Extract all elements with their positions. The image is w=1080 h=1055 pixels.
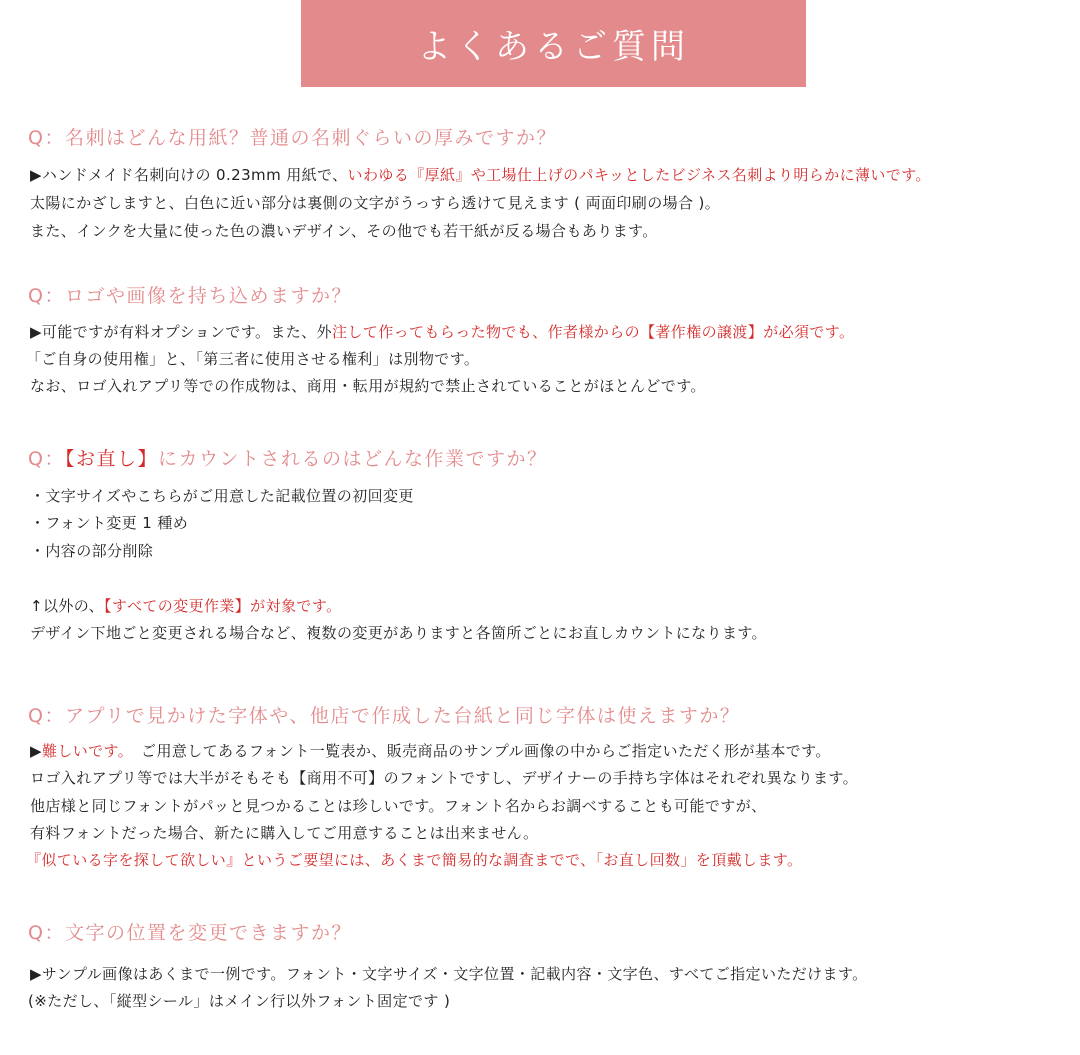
faq-answer-line: ・フォント変更 1 種め: [30, 514, 189, 532]
faq-answer-line: ▶ハンドメイド名刺向けの 0.23mm 用紙で、いわゆる『厚紙』や工場仕上げのパキッとしたビジネス名刺より明らかに薄いです。: [30, 166, 931, 184]
faq-answer-line: 「ご自身の使用権」と、「第三者に使用させる権利」は別物です。: [26, 350, 480, 368]
faq-answer-line: ロゴ入れアプリ等では大半がそもそも【商用不可】のフォントですし、デザイナーの手持ち字体はそれぞれ異なります。: [30, 769, 859, 787]
faq-answer-line: ▶サンプル画像はあくまで一例です。フォント・文字サイズ・文字位置・記載内容・文字色、すべてご指定いただけます。: [30, 965, 868, 983]
faq-question-position: Q：文字の位置を変更できますか？: [28, 922, 352, 944]
page-title: よくあるご質問: [417, 27, 690, 67]
page-title-banner: [301, 0, 806, 87]
faq-answer-line: なお、ロゴ入れアプリ等での作成物は、商用・転用が規約で禁止されていることがほとんどです。: [30, 377, 706, 395]
faq-answer-line: 太陽にかざしますと、白色に近い部分は裏側の文字がうっすら透けて見えます ( 両面印刷の場合 )。: [30, 194, 721, 212]
faq-question-logo: Q：ロゴや画像を持ち込めますか？: [28, 285, 352, 307]
faq-answer-line: ・内容の部分削除: [30, 542, 154, 560]
faq-answer-line: ▶難しいです。 ご用意してあるフォント一覧表か、販売商品のサンプル画像の中からご指定いただく形が基本です。: [30, 742, 831, 760]
faq-question-font: Q：アプリで見かけた字体や、他店で作成した台紙と同じ字体は使えますか？: [28, 705, 741, 727]
faq-question-paper: Q：名刺はどんな用紙？普通の名刺ぐらいの厚みですか？: [28, 127, 557, 149]
faq-answer-line: ▶可能ですが有料オプションです。また、外注して作ってもらった物でも、作者様からの【著作権の譲渡】が必須です。: [30, 323, 855, 341]
faq-answer-line: デザイン下地ごと変更される場合など、複数の変更がありますと各箇所ごとにお直しカウントになります。: [30, 624, 767, 642]
faq-answer-line: (※ただし、「縦型シール」はメイン行以外フォント固定です ): [28, 992, 451, 1010]
faq-answer-line: また、インクを大量に使った色の濃いデザイン、その他でも若干紙が反る場合もあります。: [30, 222, 658, 240]
faq-answer-line: ↑以外の、【すべての変更作業】が対象です。: [30, 597, 342, 615]
faq-answer-line: 有料フォントだった場合、新たに購入してご用意することは出来ません。: [30, 824, 539, 842]
faq-answer-line: ・文字サイズやこちらがご用意した記載位置の初回変更: [30, 487, 414, 505]
faq-answer-line: 『似ている字を探して欲しい』というご要望には、あくまで簡易的な調査までで、「お直し回数」を頂戴します。: [26, 851, 803, 869]
faq-answer-line: 他店様と同じフォントがパッと見つかることは珍しいです。フォント名からお調べすることも可能ですが、: [30, 797, 767, 815]
faq-question-revision: Q：【お直し】にカウントされるのはどんな作業ですか？: [28, 448, 548, 470]
